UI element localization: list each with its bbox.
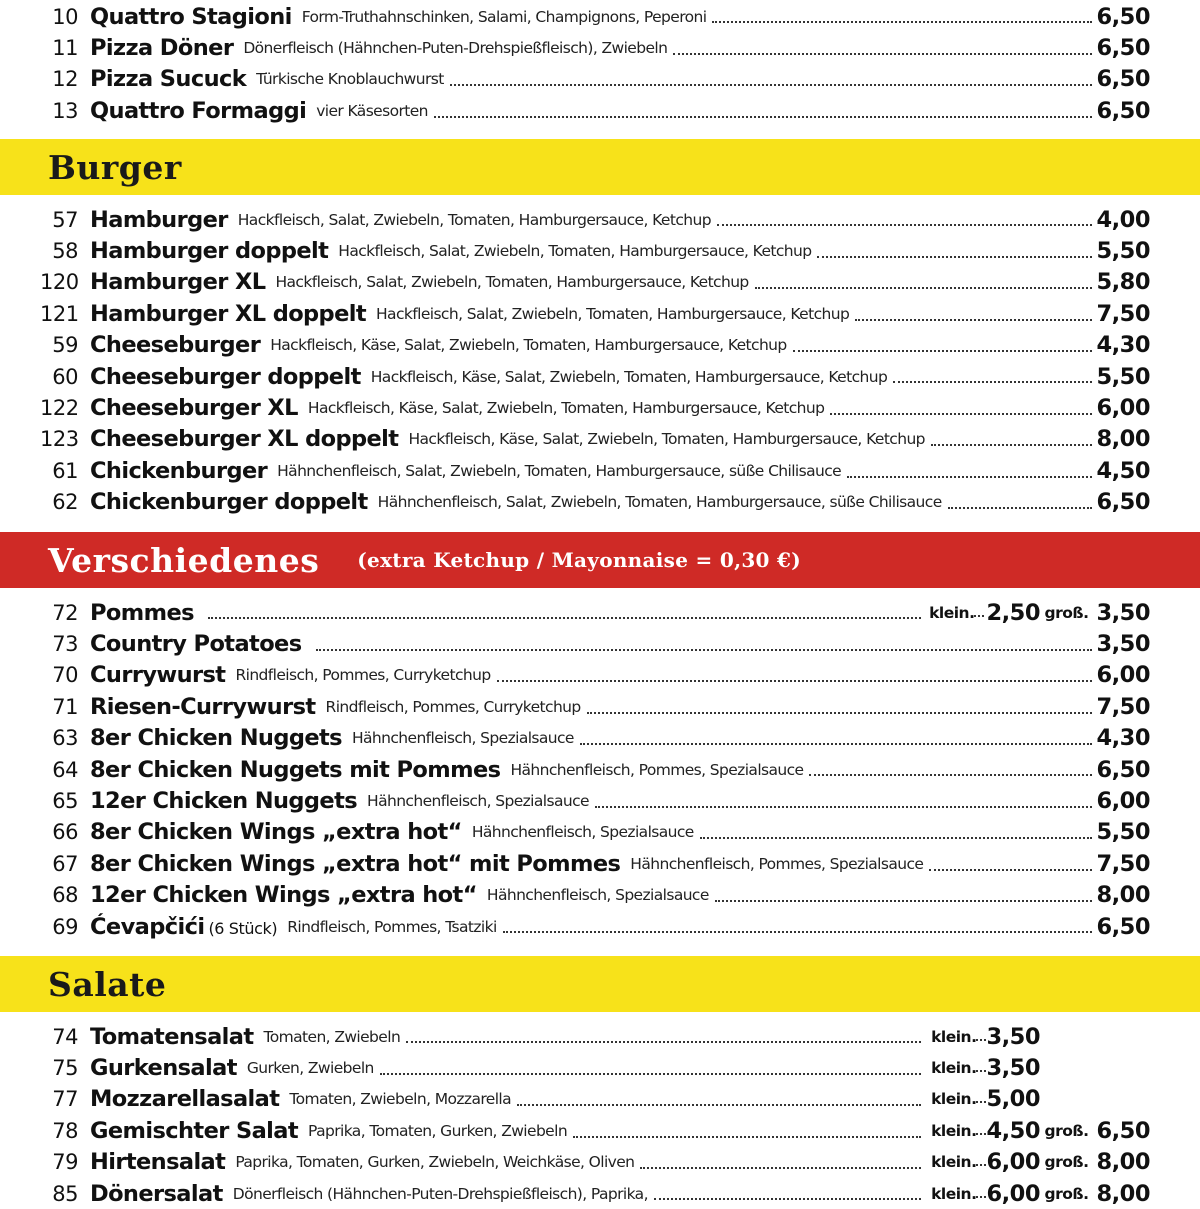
small-size (925, 1181, 1040, 1207)
item-name: Chickenburger doppelt (90, 489, 368, 516)
menu-row (0, 911, 1200, 942)
big-size (1040, 1149, 1150, 1175)
leader-dots (976, 1133, 986, 1135)
leader-dots (450, 84, 1093, 86)
leader-dots (654, 1198, 921, 1200)
size-label: groß. (1044, 603, 1089, 622)
item-number: 121 (40, 301, 79, 326)
item-number: 122 (40, 396, 79, 421)
leader-dots (380, 1073, 921, 1075)
item-price: 4,00 (1096, 206, 1150, 233)
item-name-text: Ćevapčići (90, 913, 205, 940)
item-name: Country Potatoes (90, 631, 302, 658)
menu-row (0, 1052, 1200, 1083)
section-note: (extra Ketchup / Mayonnaise = 0,30 €) (357, 548, 802, 572)
size-label: groß. (1044, 1184, 1089, 1203)
big-size (1040, 1118, 1150, 1144)
item-price: 6,00 (1096, 788, 1150, 815)
item-name: Pommes (90, 599, 194, 626)
item-name: Cheeseburger (90, 332, 261, 359)
leader-dots (809, 774, 1092, 776)
small-size (925, 600, 1040, 626)
leader-dots (817, 256, 1092, 258)
leader-dots (931, 444, 1093, 446)
item-number: 73 (52, 632, 78, 657)
leader-dots (793, 350, 1093, 352)
leader-dots (712, 21, 1092, 23)
item-name: Cheeseburger XL doppelt (90, 426, 399, 453)
item-description: Hackfleisch, Salat, Zwiebeln, Tomaten, Hamburgersauce, Ketchup (338, 242, 812, 261)
leader-dots (717, 224, 1093, 226)
item-description: vier Käsesorten (316, 101, 428, 120)
item-number: 77 (52, 1087, 78, 1112)
leader-dots (316, 649, 1093, 651)
item-description: Hackfleisch, Käse, Salat, Zwiebeln, Tomaten, Hamburgersauce, Ketchup (270, 336, 787, 355)
item-description: Hähnchenfleisch, Spezialsauce (471, 823, 694, 842)
item-price: 6,50 (1096, 756, 1150, 783)
item-price: 4,30 (1096, 725, 1150, 752)
item-description: Rindfleisch, Pommes, Curryketchup (235, 666, 491, 685)
item-number: 123 (40, 427, 79, 452)
item-number: 66 (52, 820, 78, 845)
item-price: 3,50 (986, 1055, 1040, 1082)
item-price: 3,50 (1096, 599, 1150, 626)
leader-dots (700, 837, 1093, 839)
item-name: 12er Chicken Nuggets (90, 788, 358, 815)
small-size (925, 1118, 1040, 1144)
item-number: 64 (52, 757, 78, 782)
item-number: 78 (52, 1118, 78, 1143)
item-description: Hähnchenfleisch, Salat, Zwiebeln, Tomaten, Hamburgersauce, süße Chilisauce (377, 493, 942, 512)
menu-row (0, 455, 1200, 486)
item-description: Dönerfleisch (Hähnchen-Puten-Drehspießfleisch), Paprika, (232, 1184, 648, 1203)
item-name: Gurkensalat (90, 1055, 237, 1082)
size-label: klein. (931, 1027, 977, 1046)
item-name (90, 914, 277, 940)
item-number: 61 (52, 458, 78, 483)
item-name: 12er Chicken Wings „extra hot“ (90, 882, 477, 909)
verschiedenes-list (0, 597, 1200, 942)
item-name: Chickenburger (90, 457, 268, 484)
size-label: klein. (931, 1184, 977, 1203)
leader-dots (673, 53, 1092, 55)
item-description: Rindfleisch, Pommes, Tsatziki (287, 917, 497, 936)
item-name: Riesen-Currywurst (90, 693, 316, 720)
leader-dots (573, 1136, 921, 1138)
salate-list (0, 1021, 1200, 1209)
size-label: groß. (1044, 1153, 1089, 1172)
item-name: Pizza Döner (90, 35, 234, 62)
item-description: Türkische Knoblauchwurst (256, 70, 444, 89)
small-size (925, 1086, 1040, 1112)
menu-row (0, 660, 1200, 691)
menu-row (0, 424, 1200, 455)
item-description: Hähnchenfleisch, Spezialsauce (486, 886, 709, 905)
item-name: Hamburger XL (90, 269, 266, 296)
item-number: 70 (52, 663, 78, 688)
item-price: 3,50 (986, 1023, 1040, 1050)
item-price: 5,50 (1096, 363, 1150, 390)
leader-dots (976, 1070, 986, 1072)
leader-dots (208, 617, 921, 619)
item-description: Paprika, Tomaten, Gurken, Zwiebeln (308, 1121, 568, 1140)
item-description: Hackfleisch, Salat, Zwiebeln, Tomaten, Hamburgersauce, Ketchup (376, 304, 850, 323)
item-price: 4,50 (986, 1117, 1040, 1144)
leader-dots (974, 615, 984, 617)
section-title: Burger (48, 147, 182, 187)
leader-dots (893, 381, 1092, 383)
leader-dots (580, 743, 1093, 745)
leader-dots (517, 1104, 921, 1106)
item-description: Hähnchenfleisch, Pommes, Spezialsauce (510, 760, 804, 779)
item-description: Hähnchenfleisch, Spezialsauce (367, 792, 589, 811)
menu-row (0, 628, 1200, 659)
item-price: 7,50 (1096, 693, 1150, 720)
item-description: Hackfleisch, Salat, Zwiebeln, Tomaten, Hamburgersauce, Ketchup (237, 210, 711, 229)
item-price: 6,50 (1096, 913, 1150, 940)
item-description: Hähnchenfleisch, Spezialsauce (351, 729, 574, 748)
item-price: 5,50 (1096, 238, 1150, 265)
item-description: Hackfleisch, Käse, Salat, Zwiebeln, Tomaten, Hamburgersauce, Ketchup (370, 367, 888, 386)
item-number: 11 (52, 36, 78, 61)
item-price: 4,30 (1096, 332, 1150, 359)
item-price: 6,50 (1096, 66, 1150, 93)
item-name: Pizza Sucuck (90, 66, 247, 93)
size-label: klein. (931, 1059, 977, 1078)
item-number: 60 (52, 364, 78, 389)
size-label: klein. (931, 1121, 977, 1140)
section-title: Verschiedenes (48, 540, 320, 580)
item-name: Currywurst (90, 662, 226, 689)
big-size (1040, 1181, 1150, 1207)
item-description: Hähnchenfleisch, Pommes, Spezialsauce (630, 854, 924, 873)
item-name: 8er Chicken Nuggets (90, 725, 342, 752)
item-name: Quattro Formaggi (90, 97, 307, 124)
item-description: Hackfleisch, Salat, Zwiebeln, Tomaten, Hamburgersauce, Ketchup (275, 273, 749, 292)
leader-dots (715, 900, 1093, 902)
leader-dots (755, 287, 1093, 289)
item-name: 8er Chicken Wings „extra hot“ (90, 819, 462, 846)
item-description: Rindfleisch, Pommes, Curryketchup (325, 697, 581, 716)
menu-row (0, 1021, 1200, 1052)
size-label: klein. (929, 603, 975, 622)
item-name: Hamburger (90, 206, 228, 233)
item-description: Tomaten, Zwiebeln, Mozzarella (289, 1090, 512, 1109)
menu-row (0, 204, 1200, 235)
section-header-verschiedenes (0, 532, 1200, 588)
burger-list (0, 204, 1200, 518)
leader-dots (503, 931, 1093, 933)
leader-dots (855, 319, 1092, 321)
item-name: Quattro Stagioni (90, 3, 292, 30)
item-name: 8er Chicken Nuggets mit Pommes (90, 756, 501, 783)
menu-row (0, 298, 1200, 329)
leader-dots (976, 1164, 986, 1166)
item-price: 8,00 (1096, 426, 1150, 453)
menu-row (0, 487, 1200, 518)
size-label: klein. (931, 1090, 977, 1109)
size-label: klein. (931, 1153, 977, 1172)
leader-dots (830, 413, 1092, 415)
section-header-burger (0, 139, 1200, 195)
small-size (925, 1149, 1040, 1175)
menu-row (0, 330, 1200, 361)
item-quantity: (6 Stück) (208, 918, 278, 938)
menu-row (0, 817, 1200, 848)
item-description: Tomaten, Zwiebeln (263, 1027, 401, 1046)
menu-row (0, 785, 1200, 816)
item-price: 5,50 (1096, 819, 1150, 846)
item-name: Tomatensalat (90, 1023, 254, 1050)
item-description: Gurken, Zwiebeln (246, 1059, 374, 1078)
leader-dots (948, 507, 1093, 509)
item-price: 5,00 (986, 1086, 1040, 1113)
item-number: 67 (52, 851, 78, 876)
item-number: 68 (52, 883, 78, 908)
item-price: 6,00 (1096, 662, 1150, 689)
item-price: 6,00 (986, 1149, 1040, 1176)
leader-dots (976, 1196, 986, 1198)
item-description: Hackfleisch, Käse, Salat, Zwiebeln, Tomaten, Hamburgersauce, Ketchup (408, 430, 925, 449)
item-price: 6,00 (1096, 395, 1150, 422)
item-price: 8,00 (1096, 1180, 1150, 1207)
item-number: 62 (52, 490, 78, 515)
item-price: 6,50 (1096, 1117, 1150, 1144)
menu-row (0, 267, 1200, 298)
menu-row (0, 597, 1200, 628)
menu-row (0, 848, 1200, 879)
small-size (925, 1055, 1040, 1081)
section-header-salate (0, 956, 1200, 1012)
item-name: 8er Chicken Wings „extra hot“ mit Pommes (90, 850, 621, 877)
leader-dots (497, 680, 1093, 682)
item-price: 8,00 (1096, 882, 1150, 909)
item-price: 7,50 (1096, 850, 1150, 877)
item-name: Dönersalat (90, 1180, 223, 1207)
item-name: Cheeseburger XL (90, 395, 298, 422)
item-price: 5,80 (1096, 269, 1150, 296)
size-label: groß. (1044, 1121, 1089, 1140)
menu-row (0, 64, 1200, 95)
leader-dots (976, 1101, 986, 1103)
item-number: 57 (52, 207, 78, 232)
menu-row (0, 361, 1200, 392)
item-number: 75 (52, 1056, 78, 1081)
leader-dots (640, 1167, 921, 1169)
leader-dots (595, 806, 1093, 808)
menu-row (0, 754, 1200, 785)
item-number: 74 (52, 1024, 78, 1049)
menu-row (0, 1084, 1200, 1115)
item-description: Paprika, Tomaten, Gurken, Zwiebeln, Weichkäse, Oliven (235, 1153, 635, 1172)
item-name: Cheeseburger doppelt (90, 363, 361, 390)
menu-row (0, 235, 1200, 266)
menu-row (0, 1, 1200, 32)
item-price: 6,00 (986, 1180, 1040, 1207)
item-name: Gemischter Salat (90, 1117, 299, 1144)
item-price: 2,50 (986, 599, 1040, 626)
pizza-list (0, 1, 1200, 127)
menu-row (0, 880, 1200, 911)
size-prices (925, 600, 1150, 626)
leader-dots (929, 869, 1092, 871)
menu-row (0, 1178, 1200, 1209)
item-price: 6,50 (1096, 489, 1150, 516)
item-price: 8,00 (1096, 1149, 1150, 1176)
leader-dots (976, 1039, 986, 1041)
item-description: Form-Truthahnschinken, Salami, Champignons, Peperoni (301, 7, 707, 26)
item-description: Hähnchenfleisch, Salat, Zwiebeln, Tomaten, Hamburgersauce, süße Chilisauce (277, 461, 842, 480)
big-size (1040, 600, 1150, 626)
item-number: 63 (52, 726, 78, 751)
leader-dots (847, 476, 1092, 478)
item-number: 69 (52, 914, 78, 939)
item-number: 79 (52, 1150, 78, 1175)
leader-dots (434, 116, 1093, 118)
menu-row (0, 723, 1200, 754)
item-name: Hamburger doppelt (90, 238, 329, 265)
menu-row (0, 392, 1200, 423)
leader-dots (587, 712, 1093, 714)
section-title: Salate (48, 964, 167, 1004)
item-name: Hirtensalat (90, 1149, 226, 1176)
menu-row (0, 32, 1200, 63)
leader-dots (406, 1041, 921, 1043)
menu-row (0, 1147, 1200, 1178)
item-price: 6,50 (1096, 3, 1150, 30)
item-number: 72 (52, 600, 78, 625)
menu-row (0, 1115, 1200, 1146)
item-number: 85 (52, 1181, 78, 1206)
menu-row (0, 691, 1200, 722)
item-number: 10 (52, 4, 78, 29)
small-size (925, 1024, 1040, 1050)
item-name: Hamburger XL doppelt (90, 300, 366, 327)
item-name: Mozzarellasalat (90, 1086, 280, 1113)
item-price: 4,50 (1096, 457, 1150, 484)
item-price: 6,50 (1096, 35, 1150, 62)
item-price: 6,50 (1096, 97, 1150, 124)
item-price: 7,50 (1096, 300, 1150, 327)
item-number: 12 (52, 67, 78, 92)
item-number: 58 (52, 239, 78, 264)
menu-row (0, 95, 1200, 126)
item-number: 59 (52, 333, 78, 358)
item-description: Dönerfleisch (Hähnchen-Puten-Drehspießfleisch), Zwiebeln (243, 39, 668, 58)
item-number: 120 (40, 270, 79, 295)
item-number: 71 (52, 694, 78, 719)
item-price: 3,50 (1096, 631, 1150, 658)
item-description: Hackfleisch, Käse, Salat, Zwiebeln, Tomaten, Hamburgersauce, Ketchup (307, 399, 825, 418)
item-number: 65 (52, 789, 78, 814)
item-number: 13 (52, 98, 78, 123)
